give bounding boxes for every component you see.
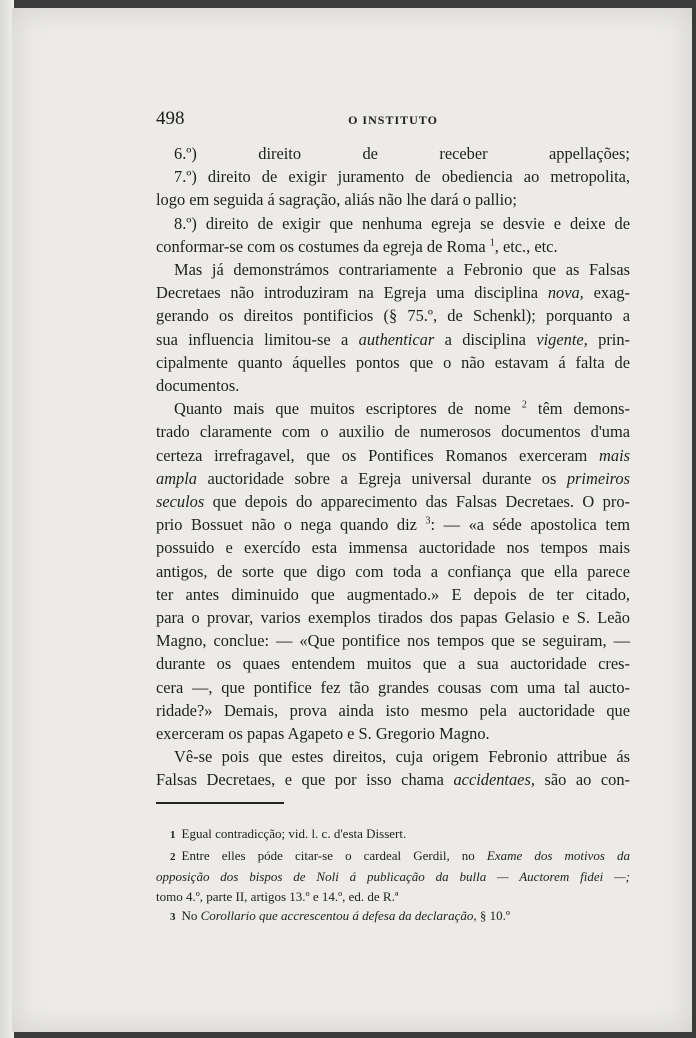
footnote-number: 3 xyxy=(170,911,176,923)
footnotes xyxy=(156,824,630,928)
main-text xyxy=(156,142,630,792)
text-line: Quanto mais que muitos escriptores de nome $^2$ têm demons- xyxy=(174,399,630,419)
footnote: 1 Egual contradicção; vid. l. c. d'esta Dissert. xyxy=(170,826,407,841)
footnote-number: 1 xyxy=(170,829,176,841)
text-line: exerceram os papas Agapeto e S. Gregorio Magno. xyxy=(156,724,490,744)
footnote-rule xyxy=(156,802,284,804)
text-line: cipalmente quanto áquelles pontos que o não estavam á falta de xyxy=(156,352,630,372)
text-line: Magno, conclue: — «Que pontifice nos tempos que se seguiram, — xyxy=(156,631,630,651)
text-line: Mas já demonstrámos contrariamente a Febronio que as Falsas xyxy=(174,260,630,280)
text-line: para o provar, varios exemplos tirados dos papas Gelasio e S. Leão xyxy=(156,608,630,628)
running-title: O INSTITUTO xyxy=(348,113,438,127)
text-line: logo em seguida á sagração, aliás não lhe dará o pallio; xyxy=(156,190,517,210)
text-line: antigos, de sorte que digo com toda a confiança que ella parece xyxy=(156,561,630,581)
text-line: ridade?» Demais, prova ainda isto mesmo pela auctoridade que xyxy=(156,700,630,720)
text-line: Vê-se pois que estes direitos, cuja origem Febronio attribue ás xyxy=(174,747,630,767)
text-line: 7.º) direito de exigir juramento de obediencia ao metropolita, xyxy=(174,167,630,187)
footnote-ref: 2 xyxy=(521,399,527,411)
footnote-continuation: opposição dos bispos de Noli á publicação da bulla — Auctorem fidei —; xyxy=(156,869,630,884)
text-line: 8.º) direito de exigir que nenhuma egreja se desvie e deixe de xyxy=(174,213,630,233)
footnote: 2 Entre elles póde citar-se o cardeal Gerdil, no Exame dos motivos da xyxy=(170,847,631,863)
footnote-number: 2 xyxy=(170,850,176,863)
text-line: durante os quaes entendem muitos que a sua auctoridade cres- xyxy=(156,654,630,674)
text-line: possuido e exercído esta immensa auctoridade nos tempos mais xyxy=(156,538,630,558)
text-line: Decretaes não introduziram na Egreja uma disciplina nova, exag- xyxy=(156,283,630,303)
text-line: trado claramente com o auxilio de numerosos documentos d'uma xyxy=(156,422,630,442)
footnote-ref: 3 xyxy=(425,515,431,527)
text-line: ampla auctoridade sobre a Egreja universal durante os primeiros xyxy=(156,468,630,488)
footnote-ref: 1 xyxy=(489,237,495,249)
text-line: ter antes diminuido que augmentado.» E depois de ter citado, xyxy=(156,584,630,604)
text-line: certeza irrefragavel, que os Pontifices Romanos exerceram mais xyxy=(156,445,630,465)
text-line: 6.º) direito de receber appellações; xyxy=(174,144,630,163)
text-line: Falsas Decretaes, e que por isso chama accidentaes, são ao con- xyxy=(156,770,630,790)
page-number: 498 xyxy=(156,108,185,129)
text-line: documentos. xyxy=(156,376,240,396)
text-line: seculos que depois do apparecimento das Falsas Decretaes. O pro- xyxy=(156,492,630,512)
page-header xyxy=(156,108,630,132)
text-line: sua influencia limitou-se a authenticar a disciplina vigente, prin- xyxy=(156,329,630,349)
text-line: cera —, que pontifice fez tão grandes cousas com uma tal aucto- xyxy=(156,677,630,697)
footnote-continuation: tomo 4.º, parte II, artigos 13.º e 14.º, ed. de R.ª xyxy=(156,888,399,904)
text-line: prio Bossuet não o nega quando diz $^3$: — «a séde apostolica tem xyxy=(156,515,630,535)
text-line: conformar-se com os costumes da egreja de Roma $^1$, etc., etc. xyxy=(156,236,558,256)
footnote: 3 No Corollario que accrescentou á defesa da declaração, § 10.º xyxy=(170,908,510,923)
text-line: gerando os direitos pontificios (§ 75.º, de Schenkl); porquanto a xyxy=(156,306,630,326)
